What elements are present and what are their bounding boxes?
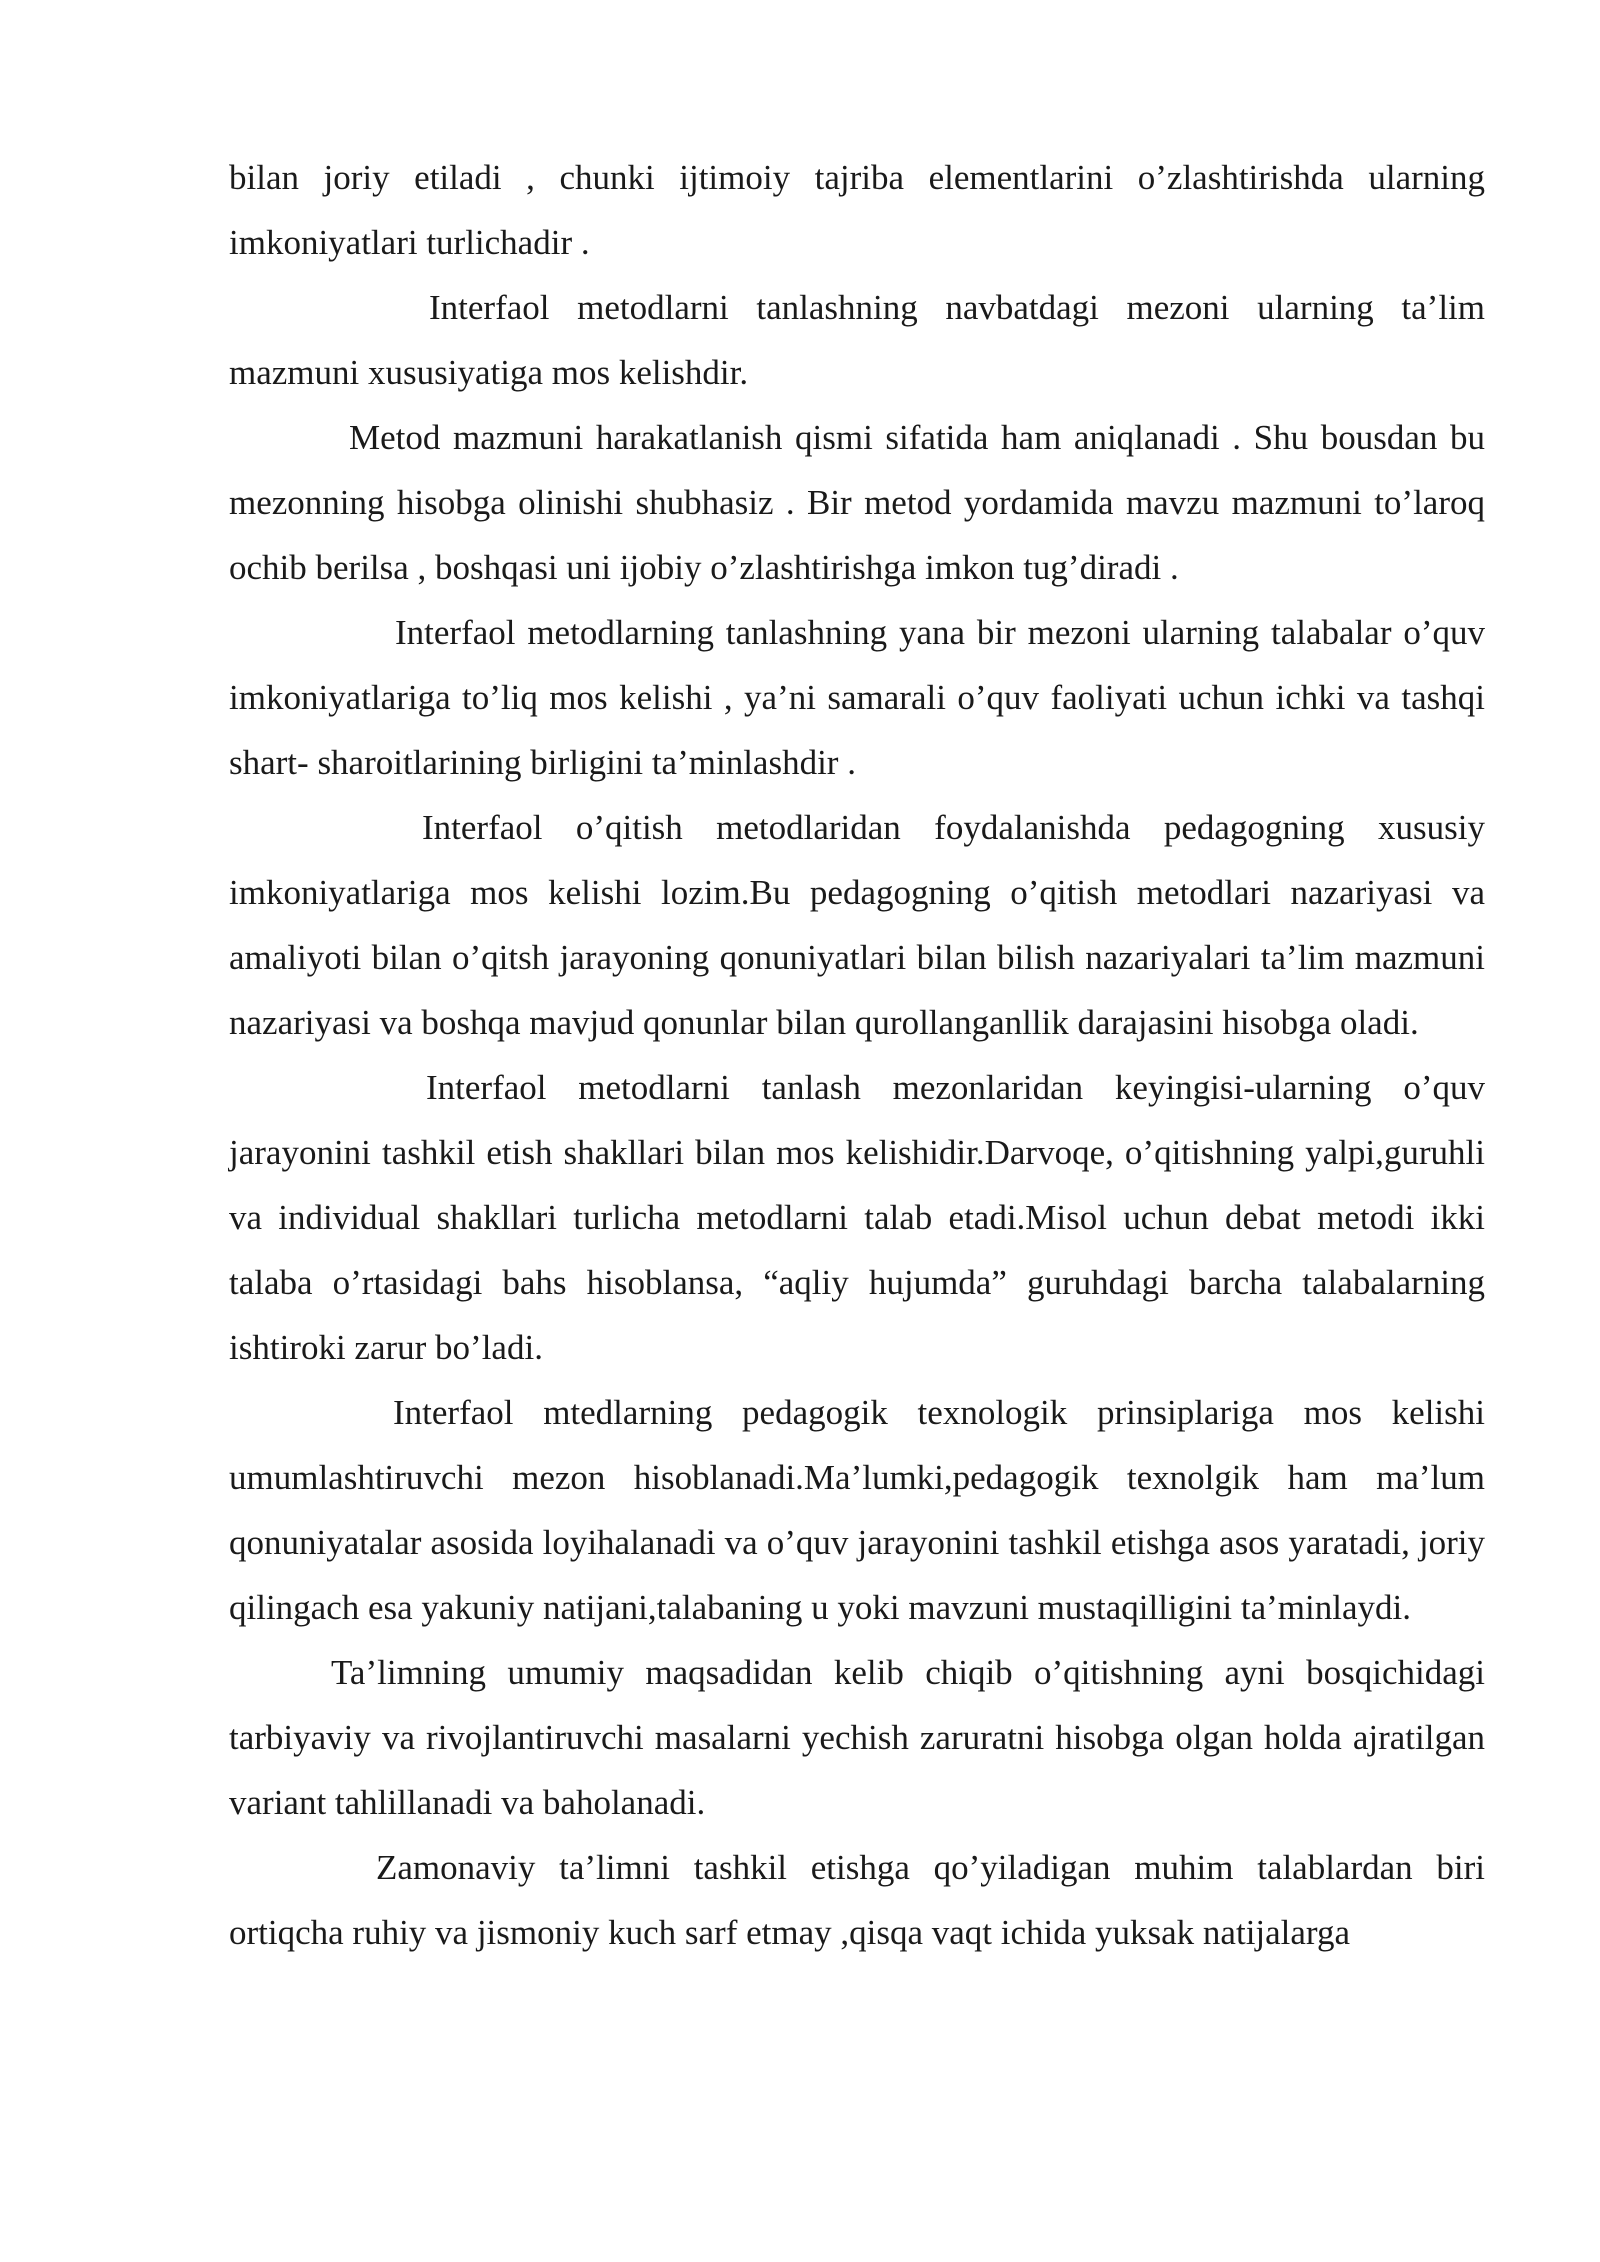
paragraph-3: Metod mazmuni harakatlanish qismi sifatida ham aniqlanadi . Shu bousdan bu mezonning hisobga olinishi shubhasiz . Bir metod yordamida mavzu mazmuni to’laroq ochib berilsa , boshqasi uni ijobiy o’zlashtirishga imkon tug’diradi .	[229, 418, 1485, 587]
paragraph-4: Interfaol metodlarning tanlashning yana bir mezoni ularning talabalar o’quv imkoniyatlariga to’liq mos kelishi , ya’ni samarali o’quv faoliyati uchun ichki va tashqi shart- sharoitlarining birligini ta’minlashdir .	[229, 613, 1485, 782]
paragraph-5: Interfaol o’qitish metodlaridan foydalanishda pedagogning xususiy imkoniyatlariga mos kelishi lozim.Bu pedagogning o’qitish metodlari nazariyasi va amaliyoti bilan o’qitsh jarayoning qonuniyatlari bilan bilish nazariyalari ta’lim mazmuni nazariyasi va boshqa mavjud qonunlar bilan qurollanganllik darajasini hisobga oladi.	[229, 808, 1485, 1042]
paragraph-6: Interfaol metodlarni tanlash mezonlaridan keyingisi-ularning o’quv jarayonini tashkil etish shakllari bilan mos kelishidir.Darvoqe, o’qitishning yalpi,guruhli va individual shakllari turlicha metodlarni talab etadi.Misol uchun debat metodi ikki talaba o’rtasidagi bahs hisoblansa, “aqliy hujumda” guruhdagi barcha talabalarning ishtiroki zarur bo’ladi.	[229, 1068, 1485, 1367]
paragraph-2: Interfaol metodlarni tanlashning navbatdagi mezoni ularning ta’lim mazmuni xususiyatiga mos kelishdir.	[229, 288, 1485, 392]
paragraph-8: Ta’limning umumiy maqsadidan kelib chiqib o’qitishning ayni bosqichidagi tarbiyaviy va rivojlantiruvchi masalarni yechish zaruratni hisobga olgan holda ajratilgan variant tahlillanadi va baholanadi.	[229, 1653, 1485, 1822]
body-text	[229, 145, 1485, 1965]
paragraph-1: bilan joriy etiladi , chunki ijtimoiy tajriba elementlarini o’zlashtirishda ularning imkoniyatlari turlichadir .	[229, 158, 1485, 262]
paragraph-9: Zamonaviy ta’limni tashkil etishga qo’yiladigan muhim talablardan biri ortiqcha ruhiy va jismoniy kuch sarf etmay ,qisqa vaqt ichida yuksak natijalarga	[229, 1848, 1485, 1952]
paragraph-7: Interfaol mtedlarning pedagogik texnologik prinsiplariga mos kelishi umumlashtiruvchi mezon hisoblanadi.Ma’lumki,pedagogik texnolgik ham ma’lum qonuniyatalar asosida loyihalanadi va o’quv jarayonini tashkil etishga asos yaratadi, joriy qilingach esa yakuniy natijani,talabaning u yoki mavzuni mustaqilligini ta’minlaydi.	[229, 1393, 1485, 1627]
